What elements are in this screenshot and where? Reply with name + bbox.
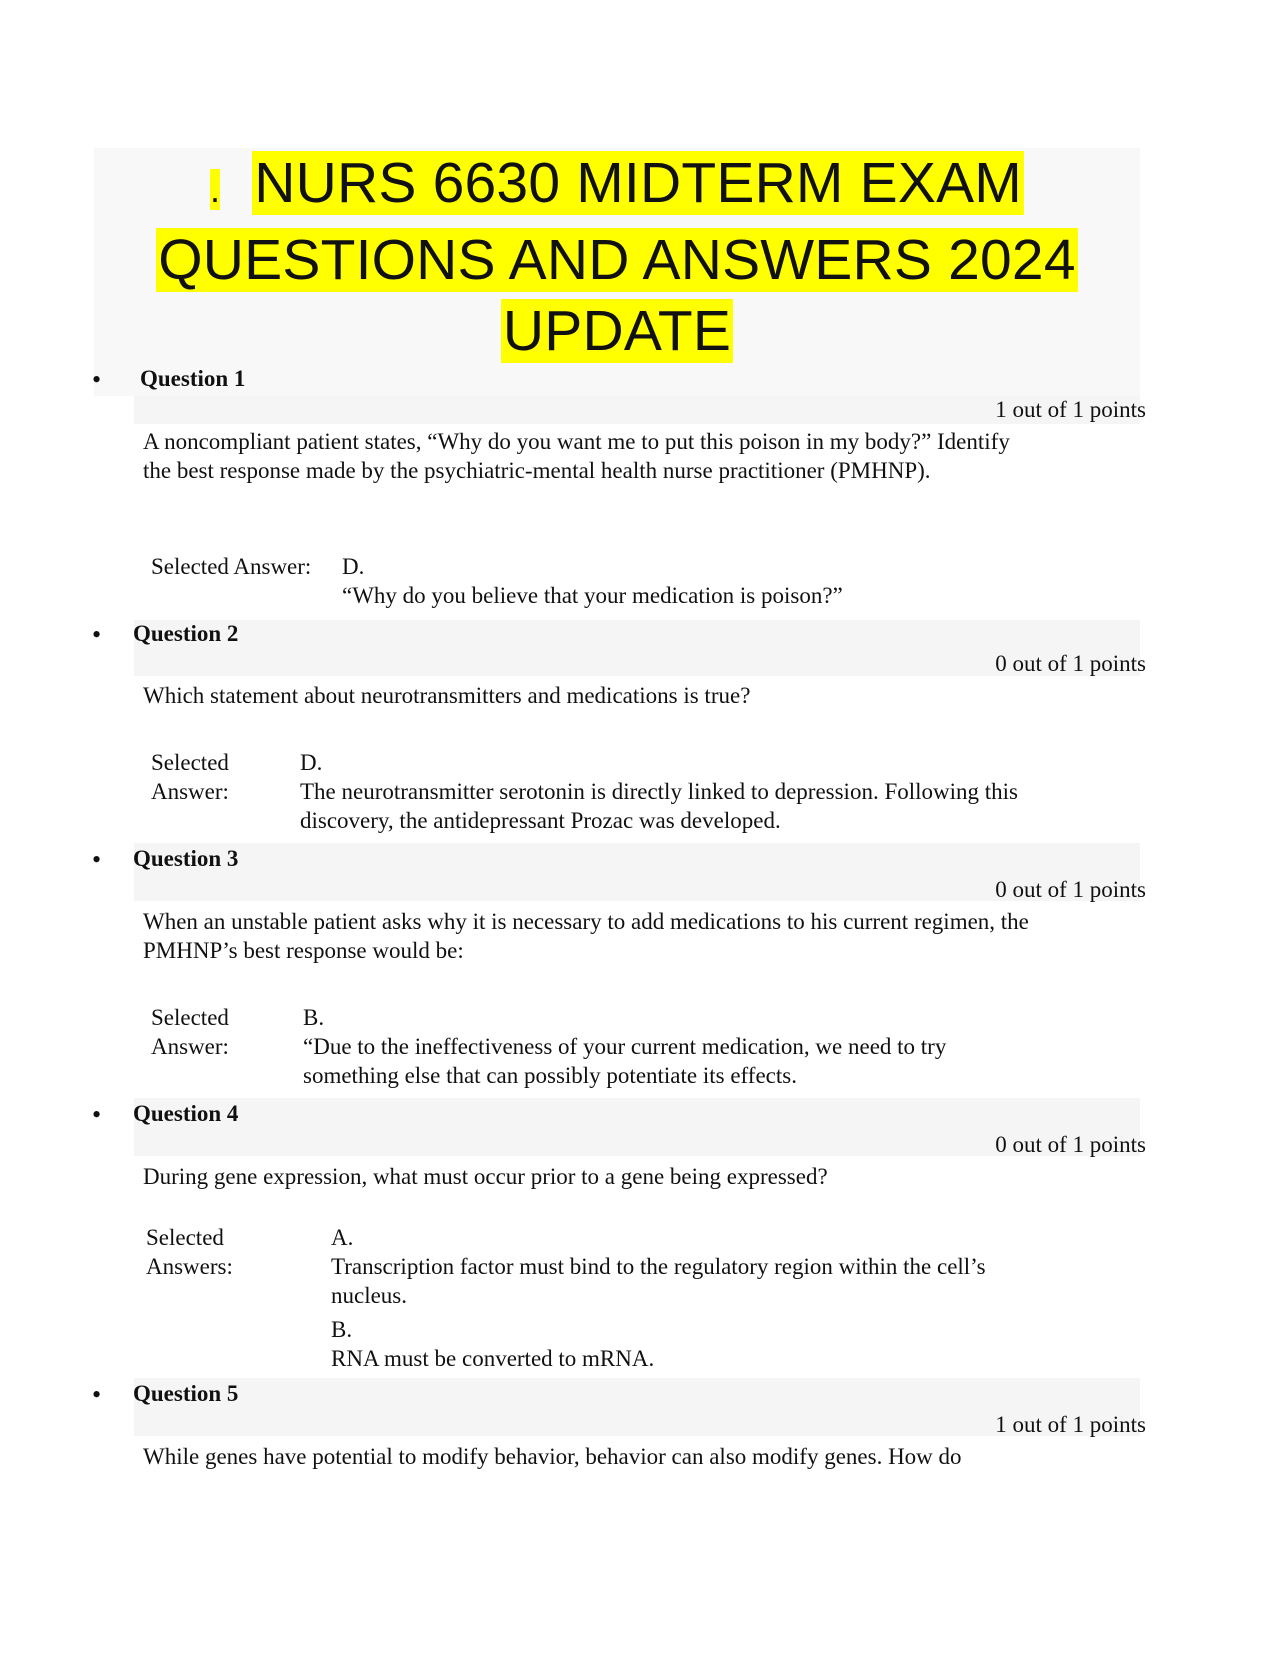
question-4-answer-b-letter: B. (331, 1317, 353, 1342)
question-2-text: Which statement about neurotransmitters and medications is true? (143, 683, 751, 708)
question-2-selected-label (151, 748, 229, 806)
question-2-heading: Question 2 (133, 621, 239, 646)
question-1-heading: Question 1 (140, 366, 246, 391)
question-2-points: 0 out of 1 points (995, 651, 1146, 676)
question-4-heading: Question 4 (133, 1101, 239, 1126)
question-1-selected-label: Selected Answer: (151, 554, 312, 579)
question-3-points: 0 out of 1 points (995, 877, 1146, 902)
question-5-text: While genes have potential to modify behavior, behavior can also modify genes. How do (143, 1444, 962, 1469)
bullet-icon: • (92, 365, 102, 394)
question-4-points: 0 out of 1 points (995, 1132, 1146, 1157)
bullet-icon: • (92, 1380, 102, 1409)
title-line-2: QUESTIONS AND ANSWERS 2024 (158, 228, 1076, 292)
title-prefix: . (209, 169, 221, 210)
question-3-header-bar (134, 843, 1140, 901)
question-1-answer-text: “Why do you believe that your medication is poison?” (342, 583, 843, 608)
title-line-3: UPDATE (502, 299, 732, 363)
question-5-header-bar (134, 1378, 1140, 1436)
question-4-answer-a-letter: A. (331, 1225, 354, 1250)
question-2-answer-letter: D. (300, 750, 323, 775)
question-1-answer-letter: D. (342, 554, 365, 579)
question-3-heading: Question 3 (133, 846, 239, 871)
title-line-1: NURS 6630 MIDTERM EXAM (254, 151, 1022, 215)
bullet-icon: • (92, 845, 102, 874)
question-3-text: When an unstable patient asks why it is necessary to add medications to his current regimen, the PMHNP’s best response would be: (143, 909, 1029, 963)
question-5-heading: Question 5 (133, 1381, 239, 1406)
bullet-icon: • (92, 1100, 102, 1129)
selected-label-line-2: Answer: (151, 779, 229, 804)
question-4-header-bar (134, 1098, 1140, 1156)
question-3-answer-letter: B. (303, 1005, 325, 1030)
selected-label-line-1: Selected (151, 1005, 229, 1030)
bullet-icon: • (92, 620, 102, 649)
question-3-selected-label (151, 1003, 229, 1061)
question-5-points: 1 out of 1 points (995, 1412, 1146, 1437)
question-1-points: 1 out of 1 points (995, 397, 1146, 422)
selected-label-line-2: Answer: (151, 1034, 229, 1059)
question-2-header-bar (134, 620, 1140, 676)
question-1-text: A noncompliant patient states, “Why do you want me to put this poison in my body?” Identify the best response made by the psychiatric-mental health nurse practitioner (PMHNP). (143, 429, 1010, 483)
selected-label-line-2: Answers: (146, 1254, 233, 1279)
question-2-answer-text: The neurotransmitter serotonin is directly linked to depression. Following this discovery, the antidepressant Prozac was developed. (300, 779, 1018, 833)
question-4-selected-label (146, 1223, 233, 1281)
question-4-answer-a-text: Transcription factor must bind to the regulatory region within the cell’s nucleus. (331, 1254, 986, 1308)
question-4-text: During gene expression, what must occur prior to a gene being expressed? (143, 1164, 828, 1189)
selected-label-line-1: Selected (146, 1225, 224, 1250)
question-4-answer-b-text: RNA must be converted to mRNA. (331, 1346, 655, 1371)
question-1-header-bar (134, 396, 1140, 424)
page-title (94, 148, 1140, 367)
question-3-answer-text: “Due to the ineffectiveness of your current medication, we need to try something else that can possibly potentiate its effects. (303, 1034, 947, 1088)
selected-label-line-1: Selected (151, 750, 229, 775)
